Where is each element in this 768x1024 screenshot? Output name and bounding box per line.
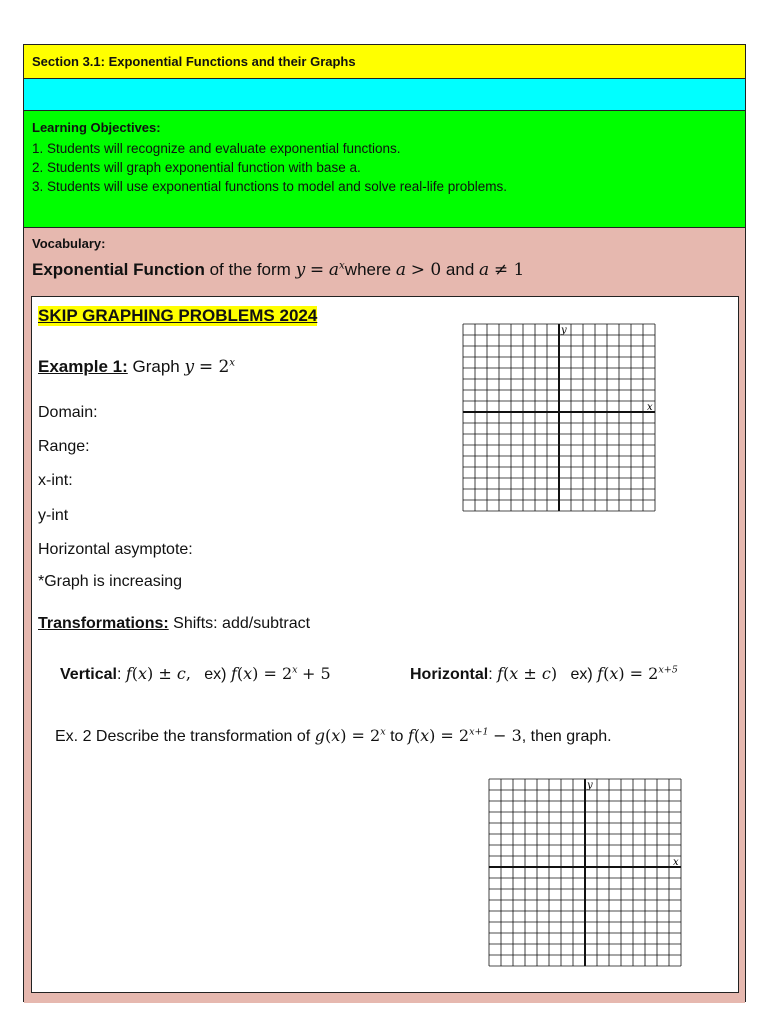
blank-cyan-row	[24, 79, 745, 111]
vocab-where: where	[344, 260, 392, 279]
skip-note: SKIP GRAPHING PROBLEMS 2024	[38, 306, 318, 325]
objective-item: 2. Students will graph exponential function with base a.	[32, 160, 361, 175]
y-axis-label: y	[587, 780, 593, 791]
example-2-text-a: Ex. 2 Describe the transformation of	[55, 728, 311, 745]
objective-item: 3. Students will use exponential functions to model and solve real-life problems.	[32, 179, 508, 194]
x-axis-label: x	[647, 402, 653, 413]
y-axis-label: y	[561, 325, 567, 336]
vocabulary-section	[24, 228, 745, 1003]
example-box	[31, 296, 739, 993]
section-title-row	[24, 45, 745, 79]
example-2-text-b: to	[390, 728, 404, 745]
x-int-field: x-int:	[38, 472, 73, 489]
example-1-label: Example 1:	[38, 357, 128, 376]
vertical-label: Vertical	[60, 666, 117, 683]
x-axis-label: x	[673, 857, 679, 868]
asymptote-field: Horizontal asymptote:	[38, 541, 193, 558]
learning-objectives	[24, 111, 745, 228]
transformations-label: Transformations:	[38, 615, 169, 632]
vertical-ex-prefix: ex)	[204, 666, 227, 683]
example-1-text: Graph	[132, 357, 180, 376]
coordinate-grid-1	[462, 323, 656, 515]
horizontal-label: Horizontal	[410, 666, 489, 683]
worksheet	[23, 44, 746, 1002]
vocabulary-heading: Vocabulary:	[32, 236, 106, 251]
example-1: Example 1: Graph $y = 2^x$	[38, 357, 236, 377]
horizontal-ex-prefix: ex)	[570, 666, 593, 683]
objective-item: 1. Students will recognize and evaluate exponential functions.	[32, 141, 401, 156]
range-field: Range:	[38, 438, 90, 455]
domain-field: Domain:	[38, 404, 98, 421]
horizontal-shift: Horizontal: f(x ± c) ex) $f(x) = 2^{x+5}$	[410, 664, 678, 683]
example-2-text-c: , then graph.	[521, 728, 612, 745]
section-title: Section 3.1: Exponential Functions and their Graphs	[32, 54, 356, 69]
vocab-of-the-form: of the form	[209, 260, 291, 279]
coordinate-grid-2	[488, 778, 682, 970]
increasing-note: *Graph is increasing	[38, 573, 183, 590]
vertical-shift: Vertical: f(x) ± c, ex) $f(x) = 2^x + 5$	[60, 664, 331, 683]
example-2: Ex. 2 Describe the transformation of $g(x) = 2^x$ to $f(x) = 2^{x+1} - 3$, then graph.	[55, 726, 612, 745]
transformations	[38, 615, 310, 633]
transformations-text: Shifts: add/subtract	[173, 615, 311, 632]
vocab-term: Exponential Function	[32, 260, 205, 279]
y-int-field: y-int	[38, 507, 69, 524]
vocabulary-definition: Exponential Function of the form $y = a^xwhere$ a > 0 and a ≠ 1	[32, 260, 525, 280]
objectives-heading: Learning Objectives:	[32, 120, 161, 135]
vocab-and: and	[445, 260, 475, 279]
